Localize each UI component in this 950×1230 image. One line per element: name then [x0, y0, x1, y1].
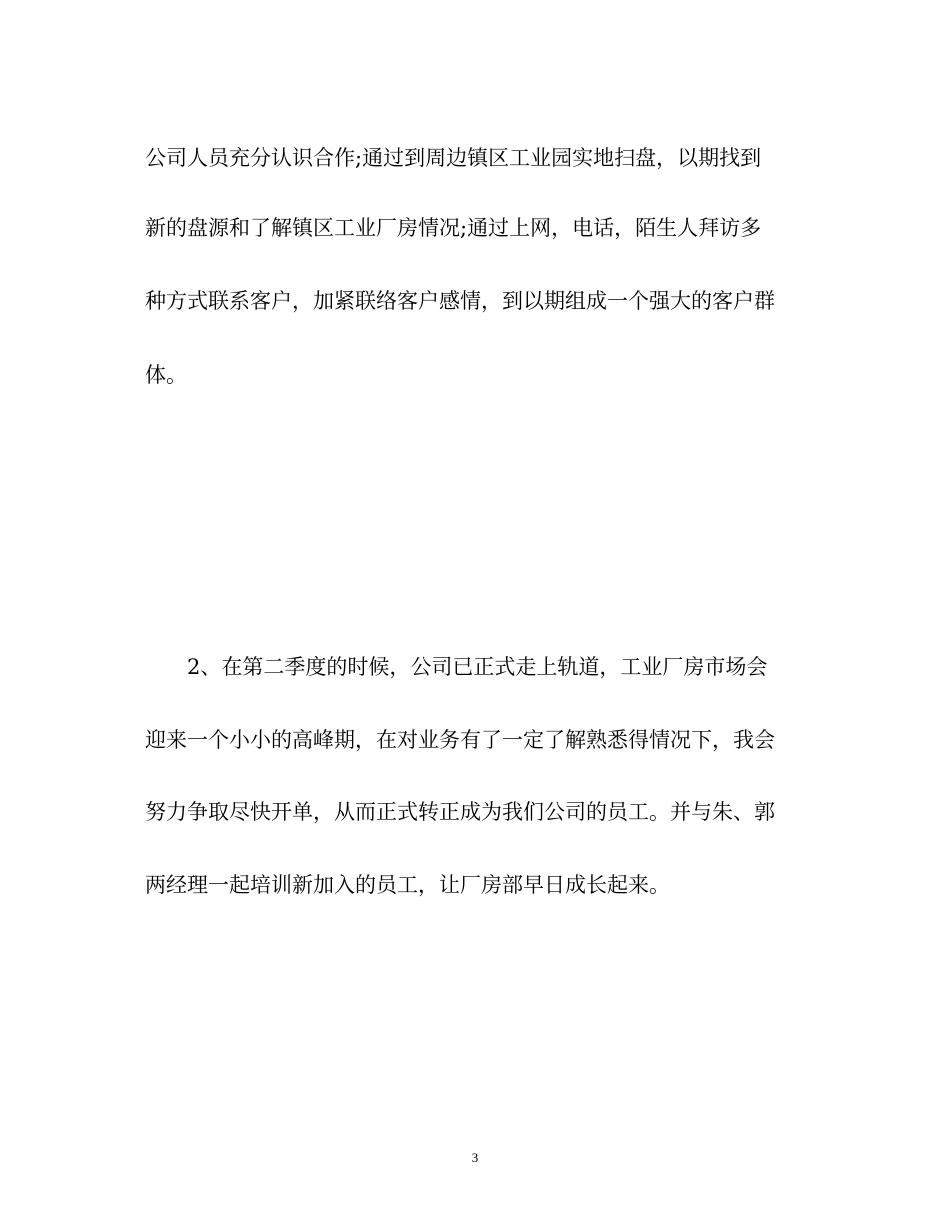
paragraph-line: 两经理一起培训新加入的员工，让厂房部早日成长起来。 — [145, 873, 670, 897]
paragraph-line: 2、在第二季度的时候，公司已正式走上轨道，工业厂房市场会 — [187, 655, 768, 679]
paragraph-line: 迎来一个小小的高峰期，在对业务有了一定了解熟悉得情况下，我会 — [145, 728, 775, 752]
paragraph-line: 公司人员充分认识合作;通过到周边镇区工业园实地扫盘，以期找到 — [145, 146, 762, 170]
page-number: 3 — [471, 1150, 479, 1165]
paragraph-line: 新的盘源和了解镇区工业厂房情况;通过上网，电话，陌生人拜访多 — [145, 216, 762, 240]
paragraph-line: 种方式联系客户，加紧联络客户感情，到以期组成一个强大的客户群 — [145, 289, 775, 313]
paragraph-line: 体。 — [145, 363, 187, 387]
paragraph-line: 努力争取尽快开单，从而正式转正成为我们公司的员工。并与朱、郭 — [145, 800, 775, 824]
